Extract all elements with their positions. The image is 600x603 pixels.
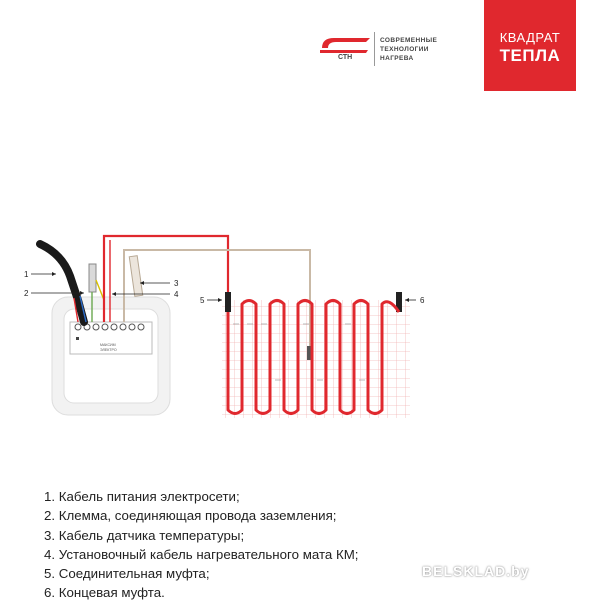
- logo-tagline: [380, 36, 437, 63]
- wiring-diagram: [0, 220, 600, 430]
- watermark: BELSKLAD.by: [422, 563, 530, 579]
- callout-label: 3: [174, 279, 179, 288]
- legend-item: 3. Кабель датчика температуры;: [44, 527, 245, 543]
- callout-label: 1: [24, 270, 29, 279]
- callout-label: 5: [200, 296, 205, 305]
- legend-item: 6. Концевая муфта.: [44, 585, 165, 601]
- callout-label: 2: [24, 289, 29, 298]
- logo-tagline-line: СОВРЕМЕННЫЕ: [380, 37, 438, 44]
- callout-label: 6: [420, 296, 425, 305]
- callout-label: 4: [174, 290, 179, 299]
- logo-abbr: СТН: [338, 54, 353, 61]
- thermostat: [52, 297, 170, 415]
- logo-divider: [374, 32, 375, 66]
- thermostat-caption: МАКСИМ: [100, 343, 116, 347]
- brand-name-line1: КВАДРАТ: [499, 30, 561, 45]
- sensor-cable-sleeve: [129, 256, 142, 297]
- logo-mark-icon: [316, 32, 372, 56]
- connection-coupling: [225, 292, 231, 312]
- brand-name-line2: ТЕПЛА: [499, 46, 561, 65]
- legend-item: 2. Клемма, соединяющая провода заземления;: [44, 508, 337, 524]
- logo-tagline-line: ТЕХНОЛОГИИ: [380, 46, 429, 53]
- legend-item: 1. Кабель питания электросети;: [44, 489, 240, 504]
- callout-1: [24, 270, 56, 279]
- logo-tagline-line: НАГРЕВА: [380, 55, 414, 62]
- legend-item: 5. Соединительная муфта;: [44, 566, 210, 582]
- thermostat-caption: ЭЛЕКТРО: [100, 348, 117, 352]
- callout-5: [200, 296, 222, 305]
- legend-item: 4. Установочный кабель нагревательного мата КМ;: [44, 546, 359, 562]
- brand-box: [484, 0, 576, 91]
- legend: [44, 487, 494, 603]
- company-logo: [316, 30, 466, 70]
- callout-3: [140, 279, 179, 288]
